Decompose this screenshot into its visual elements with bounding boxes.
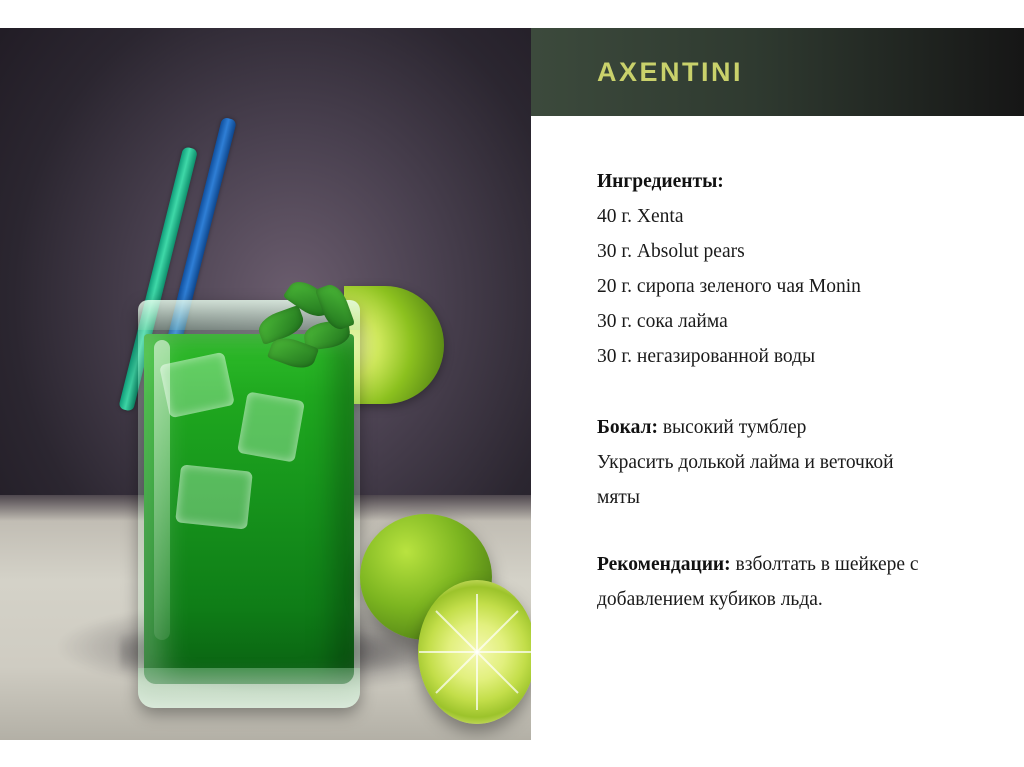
- glassware-line: [597, 410, 984, 445]
- lime-segment: [435, 651, 477, 693]
- ice-cube: [237, 391, 305, 462]
- ice-cube: [175, 464, 253, 529]
- recommendation-value: взболтать в шейкере с: [735, 554, 919, 575]
- ingredients-label: Ингредиенты:: [597, 171, 724, 192]
- cocktail-photo: [0, 28, 531, 740]
- mint-sprig-garnish: [252, 278, 372, 398]
- ingredient-item: 30 г. негазированной воды: [597, 346, 816, 367]
- ingredient-item: 20 г. сиропа зеленого чая Monin: [597, 276, 861, 297]
- page-title: AXENTINI: [597, 56, 744, 87]
- spacer: [597, 515, 984, 547]
- lime-segment: [476, 610, 518, 652]
- recommendation-label: Рекомендации:: [597, 554, 736, 575]
- lime-segment: [476, 651, 518, 693]
- ingredient-item: 40 г. Xenta: [597, 206, 684, 227]
- ingredient-item: 30 г. Absolut pears: [597, 241, 745, 262]
- recommendation-section: [597, 547, 984, 617]
- recommendation-line-1: [597, 547, 984, 582]
- garnish-line-1: Украсить долькой лайма и веточкой: [597, 452, 894, 473]
- recommendation-line-2: добавлением кубиков льда.: [597, 589, 823, 610]
- lime-segment: [476, 594, 478, 652]
- spacer: [597, 374, 984, 410]
- glass-highlight: [154, 340, 170, 640]
- glassware-label: Бокал:: [597, 417, 663, 438]
- glassware-section: [597, 410, 984, 515]
- ingredients-section: [597, 164, 984, 374]
- recipe-content: [531, 116, 1024, 740]
- glass-base: [138, 668, 360, 708]
- lime-segment: [435, 610, 477, 652]
- garnish-line-2: мяты: [597, 487, 640, 508]
- title-bar: [531, 28, 1024, 116]
- lime-segment: [419, 651, 477, 653]
- halved-lime: [418, 580, 531, 724]
- ingredient-item: 30 г. сока лайма: [597, 311, 728, 332]
- glassware-value: высокий тумблер: [662, 417, 807, 438]
- lime-segment: [477, 651, 531, 653]
- lime-segment: [476, 652, 478, 710]
